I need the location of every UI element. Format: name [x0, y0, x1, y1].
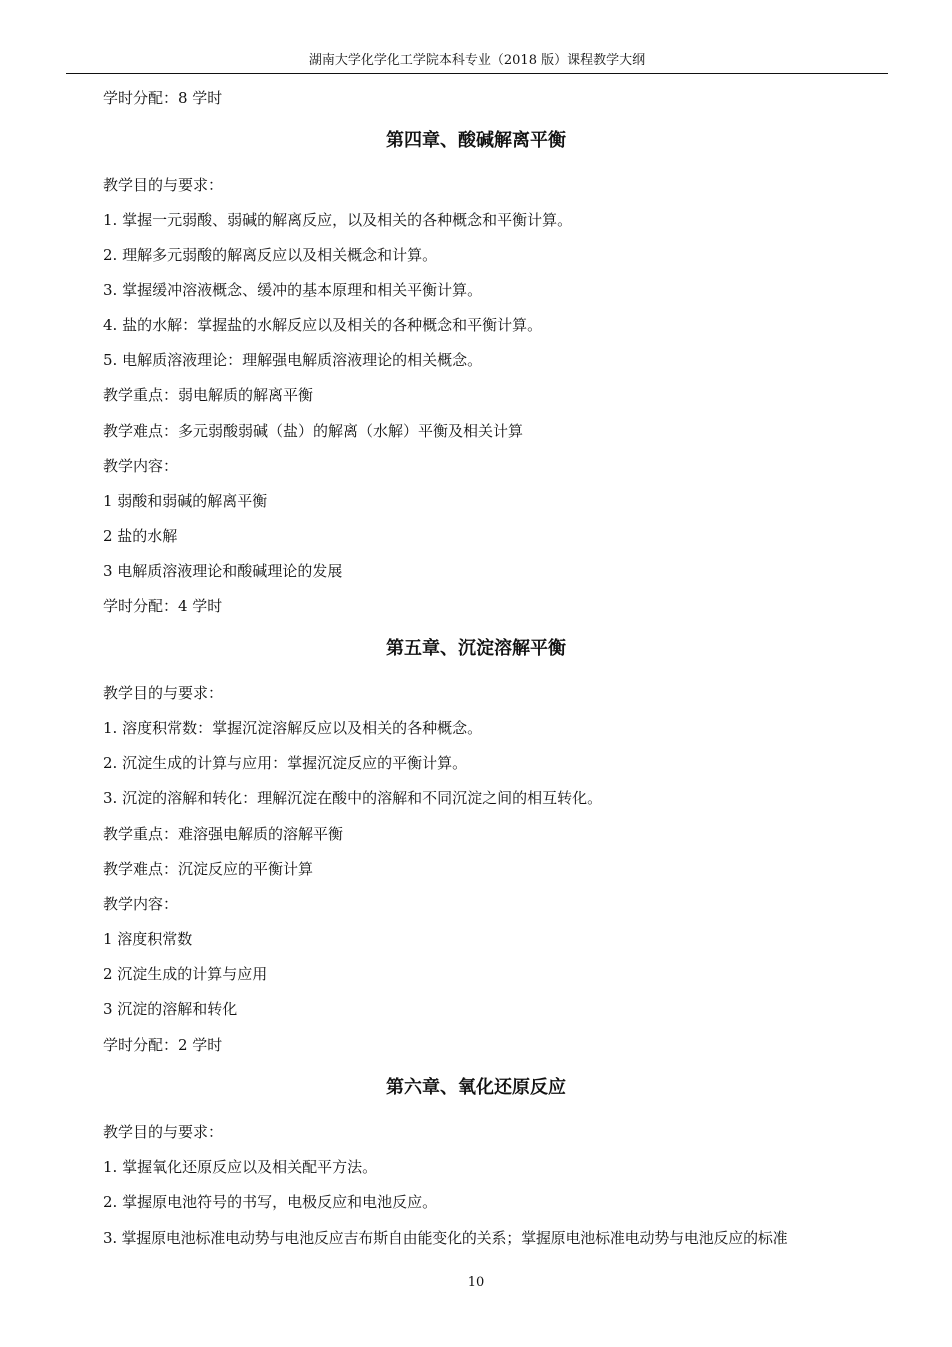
previous-chapter-hours: 学时分配：8 学时	[103, 89, 223, 107]
chapter-6-objective: 3. 掌握原电池标准电动势与电池反应吉布斯自由能变化的关系；掌握原电池标准电动势与电池反应的标准	[103, 1229, 788, 1247]
chapter-5-hours: 学时分配：2 学时	[103, 1036, 223, 1054]
chapter-6-title: 第六章、氧化还原反应	[386, 1077, 566, 1098]
chapter-5-content-item: 1 溶度积常数	[103, 930, 193, 948]
chapter-4-content-label: 教学内容：	[103, 457, 179, 475]
chapter-5-objective: 2. 沉淀生成的计算与应用：掌握沉淀反应的平衡计算。	[103, 754, 468, 772]
chapter-5-content-item: 2 沉淀生成的计算与应用	[103, 965, 268, 983]
chapter-5-content-item: 3 沉淀的溶解和转化	[103, 1000, 238, 1018]
chapter-4-objective: 2. 理解多元弱酸的解离反应以及相关概念和计算。	[103, 246, 438, 264]
chapter-5-key-point: 教学重点：难溶强电解质的溶解平衡	[103, 825, 344, 843]
running-header: 湖南大学化学化工学院本科专业（2018 版）课程教学大纲	[308, 53, 646, 68]
chapter-6-objectives-label: 教学目的与要求：	[103, 1123, 224, 1141]
chapter-5-objective: 1. 溶度积常数：掌握沉淀溶解反应以及相关的各种概念。	[103, 719, 483, 737]
chapter-4-objectives-label: 教学目的与要求：	[103, 176, 224, 194]
chapter-5-objectives-label: 教学目的与要求：	[103, 684, 224, 702]
chapter-5-difficulty: 教学难点：沉淀反应的平衡计算	[103, 860, 314, 878]
chapter-4-title: 第四章、酸碱解离平衡	[386, 130, 566, 151]
page-number: 10	[467, 1275, 485, 1290]
chapter-5-content-label: 教学内容：	[103, 895, 179, 913]
chapter-6-objective: 1. 掌握氧化还原反应以及相关配平方法。	[103, 1158, 378, 1176]
chapter-4-objective: 1. 掌握一元弱酸、弱碱的解离反应，以及相关的各种概念和平衡计算。	[103, 211, 573, 229]
chapter-4-objective: 5. 电解质溶液理论：理解强电解质溶液理论的相关概念。	[103, 351, 483, 369]
chapter-4-content-item: 2 盐的水解	[103, 527, 178, 545]
chapter-5-objective: 3. 沉淀的溶解和转化：理解沉淀在酸中的溶解和不同沉淀之间的相互转化。	[103, 789, 603, 807]
chapter-4-hours: 学时分配：4 学时	[103, 597, 223, 615]
chapter-4-objective: 3. 掌握缓冲溶液概念、缓冲的基本原理和相关平衡计算。	[103, 281, 483, 299]
chapter-4-objective: 4. 盐的水解：掌握盐的水解反应以及相关的各种概念和平衡计算。	[103, 316, 543, 334]
header-divider	[66, 73, 888, 74]
chapter-6-objective: 2. 掌握原电池符号的书写，电极反应和电池反应。	[103, 1193, 438, 1211]
chapter-4-key-point: 教学重点：弱电解质的解离平衡	[103, 386, 314, 404]
chapter-5-title: 第五章、沉淀溶解平衡	[386, 638, 566, 659]
chapter-4-content-item: 3 电解质溶液理论和酸碱理论的发展	[103, 562, 343, 580]
chapter-4-content-item: 1 弱酸和弱碱的解离平衡	[103, 492, 268, 510]
chapter-4-difficulty: 教学难点：多元弱酸弱碱（盐）的解离（水解）平衡及相关计算	[103, 422, 524, 440]
